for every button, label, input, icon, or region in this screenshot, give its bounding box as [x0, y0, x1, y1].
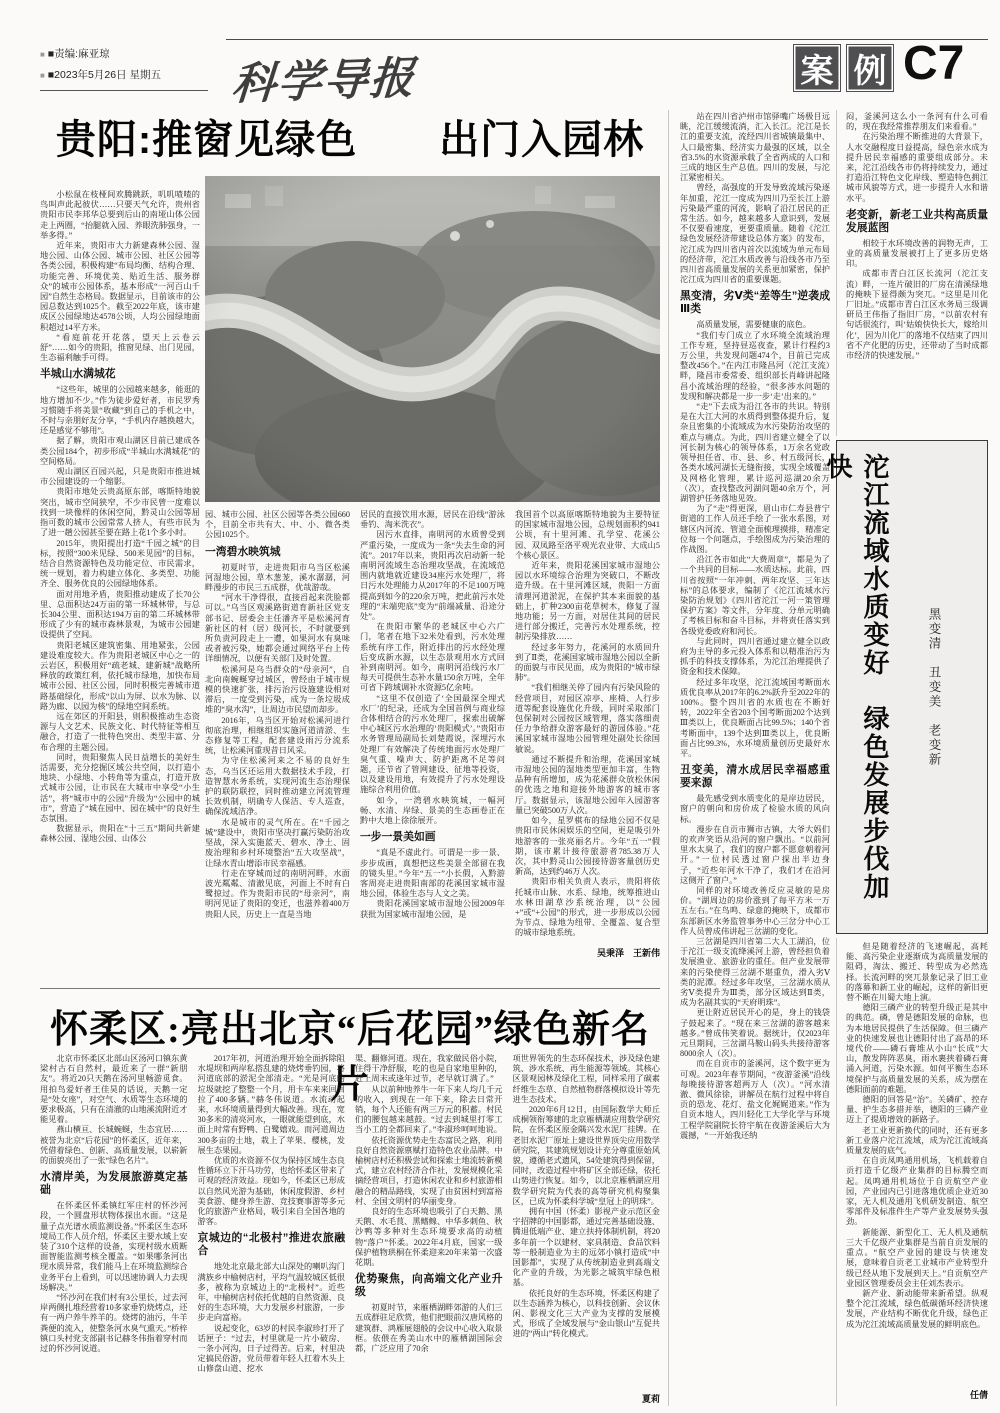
paragraph: 依托资源优势走生态富民之路，利用良好自然资源禀赋打造特色农业品牌。中榆树店村还积极尝试和探索土地流转新模式，建立农村经济合作社，发展规模化采摘经营项目，打造休闲农业和乡村旅游相融合的精品路线，实现了由贫困村到富裕村、全国文明村的华丽变身。: [355, 1135, 503, 1206]
paragraph: 在贵阳市繁华的老城区中心六广门，笔者在地下32米处看到，污水处理系统有序工作，附近排出的污水经处理后变成新水源，以生态景观用水方式回补到南明河。如今，南明河沿线污水厂每天可提供生态补水量150余万吨，全年可省下跨域调补水资源5亿余吨。: [360, 622, 505, 693]
bullet-square-icon: ■: [40, 71, 45, 80]
article3-vertical-subheadline: 黑变清 丑变美 老变新: [927, 607, 941, 767]
paragraph: “河水干净得很，直接舀起来洗脸都可以。”乌当区观溪路街道育新社区党支部书记、居委会主任潘齐平是松溪河育新社区的村（居）级河长，不时就要到所负责河段走上一遭，如果河水有臭味或者被污染，她都会通过网络平台上传详细情况，以便有关部门及时处置。: [205, 593, 350, 664]
paragraph: 2020年6月12日，由国际数学大师丘成桐领衔筹建的北京雁栖湖应用数学研究院，在怀柔区原金隅兴发水泥厂挂牌。在老旧水泥厂原址上建设世界顶尖应用数学研究院，其建筑规划设计充分尊重原始风貌，遵循老式遗风，54处建筑得到保留，同时，改造过程中将矿区全部还绿，依托山势进行恢复。如今，以北京雁栖湖应用数学研究院为代表的高等研究机构聚集区，已成为怀柔科学城“皇冠上的明珠”。: [512, 1105, 660, 1206]
article-divider-rule: [40, 988, 660, 989]
paragraph: 新产业、新动能带来新希望。纵观整个沱江流域，绿色低碳循环经济快速发展，产业结构不断优化升级，绿色正成为沱江流域高质量发展的鲜明底色。: [846, 1288, 988, 1329]
article1-column-2: [205, 510, 350, 962]
vertical-headline-box: [823, 440, 988, 934]
paragraph: “这里不仅创造了‘全国最深全埋式水厂’的纪录，还成为全国首例与商业综合体相结合的污水处理厂，探索出破解中心城区污水治理的‘贵阳模式’。”贵阳市水务管理局副局长刘楚霞说，深埋污水处理厂有效解决了传统地面污水处理厂臭气重、噪声大、防护距离不足等问题，还节省了管网建设、征地等投资，以及建设用地，有效提升了污水处理设施综合利用价值。: [360, 693, 505, 795]
article2-column-3: [355, 1054, 503, 1406]
paragraph: 闷，釜溪河这么小一条河有什么可看的，现在我经常推荐朋友们来看看。”: [846, 112, 988, 132]
sub-headline: 优势聚焦，向高端文化产业升级: [355, 1273, 503, 1299]
date-text: ■2023年5月26日 星期五: [47, 69, 161, 81]
article2-columns: [40, 1054, 660, 1406]
sub-headline: 丑变美，清水成居民幸福感重要来源: [680, 764, 830, 790]
sub-headline: 半城山水满城花: [40, 368, 116, 381]
paragraph: 贵阳市相关负责人表示，贵阳将依托城市山脉、水系、绿地，统筹推进山水林田湖草沙系统治理，以“公园+”或“+公园”的形式，进一步形成以公园为节点、绿地为纽带、全覆盖、复合型的城市绿地系统。: [515, 877, 660, 938]
paragraph: 在污染治理不断推进的大背景下，人水交融程度日益提高，绿色亲水成为提升居民幸福感的重要组成部分。未来，沱江沿线各市仍将持续发力，通过打造沿江特色文化岸线、塑造特色拥江城市风貌等方式，进一步提升人水和谐水平。: [846, 132, 988, 203]
aerial-photo: [205, 176, 660, 502]
paragraph: 为守住松溪河来之不易的良好生态，乌当区还运用大数据技术手段，打造智慧水务系统，实现河流生态治理保护的联防联控，同时推动建立河流管理长效机制，明确专人保洁、专人巡查，确保流域洁净。: [205, 756, 350, 817]
paragraph: 新能源、新型化工、无人机及通航三大千亿级产业集群是当前自贡发展的重点。“航空产业园的建设与快速发展，意味着自贡老工业城市产业转型升级已经从地下发展到天上。”自贡航空产业园区管理委员会主任刘杰表示。: [846, 1227, 988, 1288]
paragraph: 为了“走”得更深，眉山市仁寿县普宁街道的工作人员还手绘了一张水系图，对辖区内河流、管道全面梳理摸排，精准定位每一个问题点，手绘图成为污染治理的作战图。: [680, 504, 830, 554]
paragraph: 最先感受到水质变化的是岸边居民，窗户的朝向和房价成了检验水质的风向标。: [680, 794, 830, 824]
paragraph: 水是城市的灵气所在。在“千园之城”建设中，贵阳市坚决打赢污染防治攻坚战，深入实施蓝天、碧水、净土、固废治理和乡村环境整治“五大攻坚战”，让绿水青山增添市民幸福感。: [205, 817, 350, 868]
section-badge-char: 案: [793, 44, 841, 92]
paragraph: “看庭前花开花落，望天上云卷云舒”……如今的贵阳，推窗见绿、出门见园，生态福利触手可得。: [40, 332, 200, 363]
paragraph: 观山湖区百园兴起，只是贵阳市推进城市公园建设的一个缩影。: [40, 467, 200, 487]
paragraph: 如今，一湾碧水映筑城，一幅河畅、水清、岸绿、景美的生态画卷正在黔中大地上徐徐展开。: [360, 795, 505, 826]
article2-byline: 夏莉: [641, 1394, 660, 1404]
paragraph: 贵阳花溪国家城市湿地公园2009年获批为国家城市湿地公园，是: [360, 899, 505, 919]
paragraph: 经过多年攻坚，沱江流域国考断面水质优良率从2017年的6.2%跃升至2022年的100%。整个四川省的水质也在不断好转，2022年全省203个国考断面202个达到Ⅲ类以上，优良断面占比99.5%；140个省考断面中，139个达到Ⅲ类以上，优良断面占比99.3%，水环境质量创历史最好水平。: [680, 677, 830, 758]
paragraph: 但是随着经济的飞速崛起，高耗能、高污染企业逐渐成为高质量发展的阻碍，淘汰、搬迁、转型成为必然选择。长流河畔的突兀景象记录了旧工业的落幕和新工业的崛起，这样的新旧更替不断在川蜀大地上演。: [846, 942, 988, 1003]
paragraph: 贵阳市地处云贵高原东部，喀斯特地貌突出，城市空间狭窄，不少市民曾一度难以找到一块像样的休闲空间，黔灵山公园等屈指可数的城市公园常常人挤人，有些市民为了进一趟公园甚至要在路上花1个多小时。: [40, 487, 200, 538]
sub-headline: 老变新，新老工业共构高质量发展蓝图: [846, 208, 988, 234]
column-separator-rule: [836, 938, 837, 1406]
masthead: 科学导报: [230, 53, 418, 110]
paragraph: 成都市青白江区长流河（沱江支流）畔，一连片破旧的厂房在清溪绿地的掩映下显得颇为突兀。“这里是川化厂旧址。”成都市青白江区水务局三级调研员王伟指了指旧厂房，“以前农村有句话很流行，叫‘姑娘快快长大，嫁给川化’，因为川化厂的落地不仅结束了四川省不产化肥的历史，还带动了当时成都市经济的快速发展。”: [846, 269, 988, 361]
sub-headline: 水清岸美，为发展旅游奠定基础: [40, 1171, 188, 1197]
header-info-block: [40, 44, 208, 91]
paragraph: 近年来，贵阳市大力新建森林公园、湿地公园、山体公园、城市公园、社区公园等各类公园，积极构建“布局均衡、结构合理、功能完善、环境优美、贴近生活、服务群众”的城市公园体系，基本形成“一河百山千园”自然生态格局。数据显示，目前该市的公园总数达到1025个。截至2022年底，该市建成区公园绿地达4578公顷，人均公园绿地面积超过14平方米。: [40, 241, 200, 332]
editor-line: [40, 44, 208, 65]
paragraph: 在自贡凤鸣通用机场，飞机载着自贡打造千亿级产业集群的目标腾空而起。凤鸣通用机场位于自贡航空产业园，产业园内已引进落地优质企业近30家，无人机及通用飞机研发制造、航空零部件及标准件生产等产业发展势头强劲。: [846, 1156, 988, 1227]
paragraph: 初夏时节，来雁栖湖畔郊游的人们三五成群驻足欣赏，他们把眼前汉唐风格的建筑群、鸿雁展翅般的会议中心收入取景框。依偎在秀美山水中的雁栖湖国际会都，广泛应用了70余: [355, 1303, 503, 1354]
paragraph: 贵阳老城区建筑密集、用地紧张，公园建设难度较大。作为贵阳老城区中心之一的云岩区，积极用好“疏老城、建新城”战略所释放的政策红利，依托城市绿地，加快布局城市公园、社区公园，同时积极完善城市道路基础绿化，形成“以山为屏、以水为脉、以路为廊、以园为核”的绿地空间系统。: [40, 640, 200, 711]
bullet-square-icon: ■: [40, 50, 45, 59]
sub-headline: 一步一景美如画: [360, 831, 436, 844]
header-rule: [226, 39, 988, 40]
sub-headline: 黑变清，劣Ⅴ类“差等生”逆袭成Ⅲ类: [680, 290, 830, 316]
paragraph: 燕山横亘、长城蜿蜒，生态宜居……被誉为北京“后花园”的怀柔区，近年来，凭借着绿色、创新、高质量发展，以崭新的面貌亮出了一张“绿色名片”。: [40, 1125, 188, 1166]
paragraph: 高质量发展，需要健康的底色。: [696, 320, 812, 330]
paragraph: 优质的水资源不仅为保持区域生态良性循环立下汗马功劳，也给怀柔区带来了可观的经济效益。现如今，怀柔区已形成以自然风光游为基础，休闲度假游、乡村美食游、健身养生游、竞技赛事游等多元化的旅游产业格局，吸引来自全国各地的游客。: [197, 1156, 345, 1227]
paragraph: 松溪河是乌当群众的“母亲河”，自北向南蜿蜒穿过城区，曾经由于城市规模的快速扩张，排污治污设施建设相对滞后，一度受到污染，成为一条垃圾成堆的“臭水沟”，让周边市民望而却步。: [205, 664, 350, 715]
article1-headline: 贵阳:推窗见绿色 出门入园林: [55, 118, 645, 162]
paragraph: 据了解，贵阳市观山湖区目前已建成各类公园184个，初步形成“半城山水满城花”的空间格局。: [40, 436, 200, 466]
paragraph: 与此同时，四川省通过建立健全以政府为主导的多元投入体系和以精准治污为抓手的科技支撑体系，为沱江治理提供了资金和技术保障。: [680, 636, 830, 677]
article3-column-2-top: [846, 112, 988, 436]
paragraph: 居民的直接饮用水源，居民在沿线“游泳垂钓、淘米洗衣”。: [360, 510, 505, 530]
paragraph: 相较于水环境改善的润物无声，工业的高质量发展被打上了更多历史烙印。: [846, 238, 988, 269]
article1-column-4: [515, 510, 660, 962]
section-badge: [793, 44, 894, 92]
paragraph: 经过多年努力，花溪河的水质回升到了Ⅱ类，花溪国家城市湿地公园以全新的面貌与市民见面，成为贵阳的“城市绿肺”。: [515, 642, 660, 683]
paragraph: 沿江各市如此“大费周章”，都是为了一个共同的目标——水质达标。此前，四川省按照“一年冲刺、两年攻坚、三年达标”的总体要求，编制了《沱江流域水污染防治规划》《四川省沱江一河一策管理保护方案》等文件，分年度、分单元明确了考核目标和奋斗目标，并将责任落实到各级党委政府和河长。: [680, 555, 830, 636]
sub-headline: 一湾碧水映筑城: [205, 545, 281, 558]
paragraph: 数据显示，贵阳在“十三五”期间共新建森林公园、湿地公园、山体公: [40, 824, 200, 844]
paragraph: 同时，贵阳聚焦人民日益增长的美好生活需要，充分挖掘区域公共空间，以打造小地块、小绿地、小转角等为重点，打造开放式城市公园，让市民在大城市中享受“小生活”，将“城市中的公园”升级为“公园中的城市”，营造了“城在园中、园在城中”的良好生态氛围。: [40, 752, 200, 823]
article1-byline: 吴秉泽 王新伟: [596, 948, 660, 958]
paragraph: 说起变化，63岁的村民李淑珍打开了话匣子：“过去，村里就是一片小破房、一条小河沟，日子过得苦。后来，村里决定搞民俗游，党员带着年轻人扛着木头上山修盘山道、挖水: [197, 1323, 345, 1374]
article2-column-1: [40, 1054, 188, 1406]
paragraph: 漫步在自贡市狮市古镇，大爷大妈们的欢声笑语从沿河的窗户飘出。“以前河里水太臭了，我们的窗户都不愿意朝着河开。”一位村民透过窗户探出半边身子，“近些年河水干净了，我们才在沿河这侧开了窗户。”: [680, 824, 830, 885]
paragraph: 德阳的回答是“治”。关磷矿、控存量、护生态多措并举，德阳的三磷产业迈上了提质增效的新路子。: [846, 1095, 988, 1125]
paragraph: 园、城市公园、社区公园等各类公园660个，目前全市共有大、中、小、微各类公园1025个。: [205, 510, 350, 540]
paragraph: 德阳三磷产业的转型升级正是其中的典范。磷，曾是德阳发展的命脉，也为本地居民提供了生活保障。但三磷产业的快速发展也让德阳付出了高昂的环境代价——磷石膏堆从小山“长成”大山，散发阵阵恶臭，雨水裹挟着磷石膏涌入河道，污染水源。如何平衡生态环境保护与高质量发展的关系，成为摆在德阳面前的难题。: [846, 1003, 988, 1094]
paragraph: 因污水直排，南明河的水质曾受到严重污染，一度成为一条“失去生命的河流”。2017年以来，贵阳再次启动新一轮南明河流域生态治理攻坚战，在流域范围内就地就近建设34座污水处理厂，将日污水处理能力从2017年的不足100万吨提高到如今的220余万吨，把此前污水处理的“末端兜底”变为“前端减量、沿途分处”。: [360, 530, 505, 622]
editor-text: ■责编:麻亚琼: [47, 48, 110, 60]
paragraph: 三岔湖是四川省第二大人工湖泊，位于沱江一级支流绛溪河上游，曾经担负着发展渔业、旅游业的重任。但产业发展带来的污染使得三岔湖不堪重负，滑入劣Ⅴ类的泥潭。经过多年攻坚，三岔湖水质从劣Ⅴ类提升为Ⅲ类，部分区域达到Ⅱ类，成为名副其实的“天府明珠”。: [680, 937, 830, 1008]
paragraph: 更让附近居民开心的是，身上的钱袋子鼓起来了。“现在来三岔湖的游客越来越多。”曾成伟笑着说。据统计，仅2023年元旦期间，三岔湖马鞍山码头共接待游客8000余人（次）。: [680, 1008, 830, 1059]
article2-headline: 怀柔区:亮出北京“后花园”绿色新名片: [50, 1009, 650, 1106]
paragraph: 2015年，贵阳提出打造“千园之城”的目标，按照“300米见绿、500米见园”的目标，结合自然资源特色及功能定位、市民需求，统一规划，着力构建立体化、多类型、功能齐全、服务优良的公园绿地体系。: [40, 538, 200, 589]
paragraph: 老工业更新换代的同时，还有更多新工业落户沱江流域，成为沱江流域高质量发展的底气。: [846, 1125, 988, 1156]
column-separator-rule: [836, 110, 837, 436]
date-line: [40, 65, 208, 86]
paragraph: 良好的生态环境也吸引了白天鹅、黑天鹅、水毛茛、黑鳍鳈、中华多刺鱼、秋沙鸭等多种对生态环境要求高的动植物“落户”怀柔。2022年4月底，国家一级保护植物珙桐在怀柔迎来20年来第一次盛花期。: [355, 1207, 503, 1268]
article2-column-4: [513, 1054, 661, 1406]
article3-byline: 任倩: [846, 1388, 988, 1401]
page-number: C7: [903, 37, 965, 90]
article1-column-1: [40, 190, 200, 962]
paragraph: 同样的对环境改善反应灵敏的是房价。“湖周边的房价涨到了每平方米一万五左右。”在鸟鸣、绿意的掩映下，成都市东部新区水务监管事务中心三岔分中心工作人员曾成伟讲起三岔湖的变化。: [680, 886, 830, 936]
paragraph: 渠、翻修河道。现在，我家做民俗小院，住得干净舒服，吃的也是自家地里种的，赶上周末或逢年过节，老早就订满了。”: [355, 1054, 503, 1084]
article3-column-1: [680, 112, 830, 1404]
paragraph: 远在郊区的开阳县，则积极推动生态资源与人文艺术、民族文化、时代特征等相互融合，打造了一批特色突出、类型丰富、分布合理的主题公园。: [40, 711, 200, 752]
section-badge-char: 例: [846, 44, 894, 92]
article1-column-3: [360, 510, 505, 962]
paragraph: 通过不断提升和治理，花溪国家城市湿地公园的湿地类型更加丰富，生物品种有所增加，成为花溪群众放松休闲的优选之地和迎接外地游客的城市客厅。数据显示，该湿地公园年入园游客量已突破500万人次。: [515, 754, 660, 815]
paragraph: 站在四川省泸州市馆驿嘴广场极目远眺，沱江缓缓流淌，汇入长江。沱江是长江的重要支流，流经四川省城镇最集中、人口最密集、经济实力最强的区域，以全省3.5%的水资源承载了全省两成的人口和三成的地区生产总值。四川的发展，与沱江紧密相关。: [680, 112, 830, 183]
paragraph: 地处北京最北部大山深处的喇叭沟门满族乡中榆树店村，平均气温较城区低很多，被称为京城边上的“北极村”。近些年，中榆树店村依托优越的自然资源、良好的生态环境，大力发展乡村旅游，一步步走向富裕。: [197, 1262, 345, 1323]
paragraph: 在怀柔区怀柔镇红军庄村的怀沙河段，一个圆盘形状物体探出水面。“这是量子点光谱水质监测设备。”怀柔区生态环境局工作人员介绍，怀柔区主要水域上安装了310个这样的设备，实现村级水质断面智能监测考核全覆盖。“如果哪条河出现水质异常，我们能马上在环境监测综合业务平台上看到，可以迅速协调人力去现场解决。”: [40, 1201, 188, 1292]
paragraph: 拥有中国（怀柔）影视产业示范区金字招牌的中国影都，通过完善基础设施、腾退低端产业、建立扶持体制机制，将20多年前一个以建材、家具制造、食品饮料等一般制造业为主的远郊小镇打造成“中国影都”，实现了从传统制造业到高端文化产业的升级，为光影之城筑牢绿色根基。: [512, 1207, 660, 1288]
paragraph: “我们专门成立了水环境全流域治理工作专班，坚持昼巡夜查，累计行程约3万公里，共发现问题474个，目前已完成整改456个。”在内江市隆昌河（沱江支流）畔，隆昌市委常委、组织部长肖峰讲起隆昌小流域治理的经验，“很多涉水问题的发现和解决都是一步一步‘走’出来的。”: [680, 330, 830, 401]
paragraph: 行走在穿城而过的南明河畔，水面波光粼粼、清澈见底，河面上不时有白鹭掠过。作为贵阳市民的“母亲河”，南明河见证了贵阳的变迁，也滋养着400万贵阳人民，历史上一直是当地: [205, 868, 350, 919]
paragraph: “真是不虚此行。可谓是一步一景、步步成画，真想把这些美景全部留在我的镜头里。”今年“五一”小长假，入黔游客周亮走进贵阳南部的花溪国家城市湿地公园，体验生态与人文之美。: [360, 848, 505, 899]
paragraph: 2016年，乌当区开始对松溪河进行彻底治理，相继组织实施河道清淤、生态修复等工程，配套建设雨污分流系统，让松溪河重现昔日风采。: [205, 715, 350, 756]
article1-columns-under-photo: [205, 510, 660, 962]
paragraph: 初夏时节，走进贵阳市乌当区松溪河湿地公园，草木葱茏，溪水潺潺，河畔漫步的市民三五成群，优哉游哉。: [205, 562, 350, 593]
paragraph: 面对用地矛盾，贵阳推动建成了长70公里、总面积达24万亩的第一环城林带，与总长304公里、面积达194万亩的第二环城林带形成了少有的城市森林景观，为城市公园建设提供了空间。: [40, 589, 200, 640]
sub-headline: 京城边的“北极村”推进农旅融合: [197, 1232, 345, 1258]
article2-column-2: [198, 1054, 346, 1406]
paragraph: 如今，星罗棋布的绿地公园不仅是贵阳市民休闲娱乐的空间，更是吸引外地游客的一张亮丽名片。今年“五一”假期，该市累计接待旅游者785.38万人次，其中黔灵山公园接待游客量创历史新高，达到约46万人次。: [515, 816, 660, 877]
paragraph: 从以前种地养牛一年下来人均几千元的收入，到现在一年下来，除去日常开销，每个人还能有两三万元的积蓄。村民们的腰包越来越鼓。“过去到城里打零工当小工的全都回来了。”李淑珍呵呵地说。: [355, 1084, 503, 1135]
article3-column-2-bottom: [846, 942, 988, 1382]
paragraph: 北京市怀柔区北部山区汤河口镇东黄梁村古石自然村，最近来了一群“新朋友”。将近20只天鹅在汤河里畅游觅食。用拍鸟爱好者王佳昊的话说，天鹅一定是“处女座”，对空气、水质等生态环境的要求极高，只有在清澈的山地溪流附近才能见着。: [40, 1054, 188, 1125]
paragraph: “怀沙河在我们村有3公里长，过去河岸两侧扎堆经营着10多家垂钓烧烤点，还有一两户养牛养羊的。烧烤的油污，牛羊粪便的流入，使整条河水臭气熏天。”桥梓镇口头村党支部副书记赫冬伟指着穿村而过的怀沙河说道。: [40, 1293, 188, 1354]
paragraph: “走”下去成为沿江各市的共识。特别是在大江大河的水质得到整体提升后，复杂且密集的小流域成为水污染防治攻坚的难点与痛点。为此，四川省建立健全了以河长制为核心的领导体系，1万余名党政领导担任省、市、县、乡、村五级河长，各类水域河湖长无缝衔接，实现全域覆盖及网格化管理，累计巡河巡湖20余万（次），查找整改河湖问题40余万个，河湖管护任务落地见效。: [680, 402, 830, 503]
paragraph: 曾经，高强度的开发导致流域污染逐年加重，沱江一度成为四川乃至长江上游污染最严重的河流，影响了沿江居民的正常生活。如今，越来越多人意识到，发展不仅要看速度，更要重质量。随着《沱江绿色发展经济带建设总体方案》的发布，沱江成为四川省内首次以流域为单元布局的经济带，沱江水质改善与沿线各市乃至四川省高质量发展的关系更加紧密，保护沱江成为四川省的重要课题。: [680, 183, 830, 285]
paragraph: 我国首个以高原喀斯特地貌为主要特征的国家城市湿地公园，总规划面积约941公顷，有十里河滩、孔学堂、花溪公园、双凤路至洛平观光农业带、大成山5个核心景区。: [515, 510, 660, 560]
paragraph: 依托良好的生态环境，怀柔区构建了以生态涵养为核心，以科技创新、会议休闲、影视文化三大产业为支撑的发展模式，形成了全域发展与“金山银山”互促共进的“两山”转化模式。: [512, 1288, 660, 1339]
aerial-photo-illustration: [205, 176, 660, 502]
paragraph: 项世界领先的生态环保技术，涉及绿色建筑、涉水系统、再生能源等领域。其核心区景观园林及绿化工程，同样采用了碳素纤维生态草、自然植物群落模拟设计等先进生态技术。: [512, 1054, 660, 1104]
paragraph: 小松鼠在枝桠间欢腾跳跃，叽叽喳喳的鸟叫声此起彼伏……只要天气允许，贵州省贵阳市民李邦华总要到后山的南垭山体公园走上两圈，“抬腿就入园、养眼洗肺强身，一举多得。”: [40, 190, 200, 240]
paragraph: “这些年，城里的公园越来越多，能逛的地方增加不少。”作为徒步爱好者，市民罗秀习惯随手将美景“收藏”到自己的手机之中，不时与亲朋好友分享，“手机内存越换越大，还是感觉不够用”。: [40, 385, 200, 436]
paragraph: 而在自贡市的釜溪河，这个数字更为可观。2023年春节期间，“夜游釜溪”沿线每晚接待游客超两万人（次）。“河水清澈、微风徐徐，讲解员在航行过程中将自贡的恐龙、花灯、盐文化娓娓道来。”作为自贡本地人，四川轻化工大学化学与环境工程学院副院长符宇航在夜游釜溪后大为震撼，“一开始我还纳: [680, 1059, 830, 1140]
article3-vertical-headline: 沱江流域水质变好 绿色发展步伐加快: [823, 453, 889, 901]
paragraph: 2017年初，河道治理开始全面拆除阻水堤坝和两岸私搭乱建的烧烤垂钓园，将河道底部的淤泥全部清走。“光是河底的垃圾就挖了整整一个月，用卡车来来回回拉了400多辆。”赫冬伟说道。水流动起来，水环境质量得到大幅改善。现在，宽30多米的清亮河水，一眼就能望到底，水面上时常有野鸭、白鹭嬉戏。而河道周边300多亩的土地，栽上了苹果、樱桃，发展生态果园。: [197, 1054, 345, 1155]
paragraph: 近年来，贵阳花溪国家城市湿地公园以水环境综合治理为突破口，不断改造升级。在十里河滩区域，贵阳一方面清理河道淤泥，在保护其本来面貌的基础上，扩种2300亩花草树木，修复了湿地功能；另一方面，对居住其间的居民进行部分搬迁，完善污水处理系统，控制污染排放……: [515, 561, 660, 642]
paragraph: “我们相继关停了园内有污染风险的经营项目，对园区凉亭、座椅、人行步道等配套设施优化升级，同时采取部门包保制对公园按区域管理，落实落细责任力争给群众游客最好的游园体验。”花溪国家城市湿地公园管理处副处长徐国敏说。: [515, 683, 660, 754]
column-separator-rule: [668, 110, 669, 1406]
